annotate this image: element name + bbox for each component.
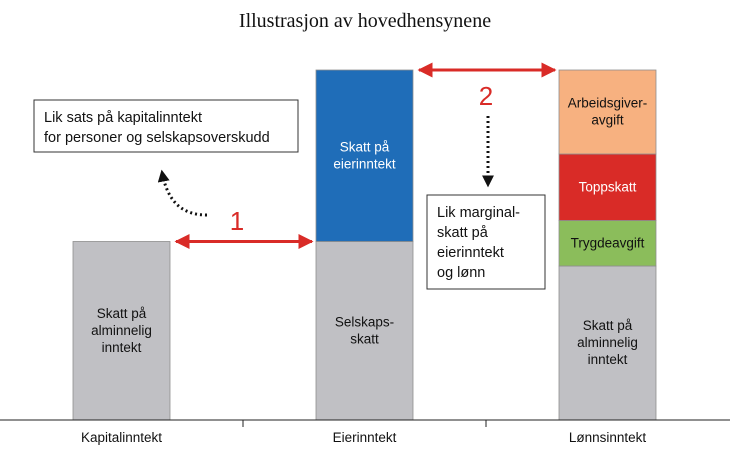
chart-title: Illustrasjon av hovedhensynene xyxy=(238,10,492,32)
annotation-1-text-line: for personer og selskapsoverskudd xyxy=(44,130,270,146)
segment-label-line: Selskaps- xyxy=(334,313,395,329)
segment-label-line: Trygdeavgift xyxy=(570,234,645,250)
annotation-2-text-line: Lik marginal- xyxy=(437,205,520,221)
category-label: Kapitalinntekt xyxy=(80,430,163,445)
segment-label-line: alminnelig xyxy=(577,334,638,350)
segment-label-line: Skatt på xyxy=(96,305,147,321)
dotted-arrow-1 xyxy=(162,172,207,215)
segment-label-line: inntekt xyxy=(101,339,142,355)
category-label: Eierinntekt xyxy=(332,430,397,445)
annotation-1-text-line: Lik sats på kapitalinntekt xyxy=(44,110,202,126)
segment-label-line: inntekt xyxy=(587,351,628,367)
segment-label xyxy=(571,235,645,250)
segment-label-line: Toppskatt xyxy=(578,178,637,194)
segment-label-line: alminnelig xyxy=(91,322,152,338)
annotation-2-text-line: skatt på xyxy=(437,225,488,241)
segment-label-line: skatt xyxy=(350,330,379,346)
segment-label-line: Arbeidsgiver- xyxy=(567,95,648,111)
segment-label xyxy=(579,179,637,194)
annotation-2-text-line: eierinntekt xyxy=(437,245,504,261)
segment-label-line: Skatt på xyxy=(582,317,633,333)
segment-label-line: avgift xyxy=(591,112,624,128)
segment-label-line: eierinntekt xyxy=(333,155,396,171)
category-label: Lønnsinntekt xyxy=(568,430,647,445)
annotation-2-text-line: og lønn xyxy=(437,265,486,281)
annotation-number-2: 2 xyxy=(478,81,494,111)
segment-label-line: Skatt på xyxy=(339,138,390,154)
annotation-number-1: 1 xyxy=(229,206,245,236)
